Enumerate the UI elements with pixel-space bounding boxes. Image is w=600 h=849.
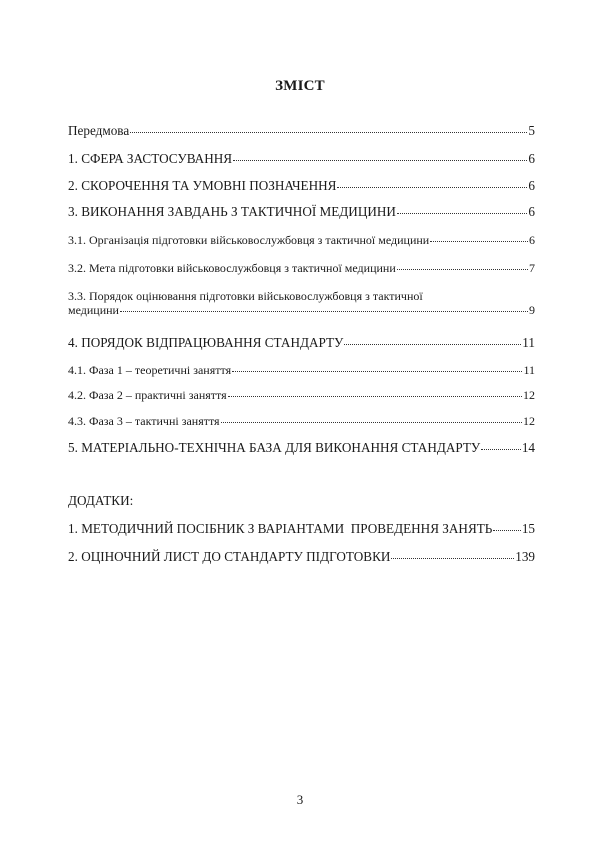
toc-entry-line-2 (68, 303, 535, 317)
toc-entry-page: 139 (515, 549, 535, 564)
toc-entry-label: Передмова (68, 123, 130, 138)
toc-entry-label: 3.1. Організація підготовки військовослужбовця з тактичної медицини (68, 233, 430, 247)
toc-leader-dots (130, 132, 527, 133)
toc-entry-page: 12 (523, 388, 535, 402)
toc-entry-label: 4. ПОРЯДОК ВІДПРАЦЮВАННЯ СТАНДАРТУ (68, 335, 344, 350)
toc-entry-section-3-1 (68, 233, 535, 247)
toc-entry-section-5 (68, 441, 535, 455)
toc-leader-dots (493, 530, 520, 531)
toc-entry-page: 6 (528, 151, 535, 166)
toc-entry-page: 5 (528, 123, 535, 138)
toc-entry-section-4-2 (68, 388, 535, 402)
toc-entry-section-3-3 (68, 289, 535, 317)
toc-entry-foreword (68, 124, 535, 138)
toc-entry-section-3-2 (68, 261, 535, 275)
toc-entry-page: 9 (529, 303, 535, 317)
toc-entry-section-1 (68, 152, 535, 166)
toc-leader-dots (232, 371, 522, 372)
toc-entry-section-3 (68, 205, 535, 219)
toc-leader-dots (481, 449, 521, 450)
toc-entry-label: 1. МЕТОДИЧНИЙ ПОСІБНИК З ВАРІАНТАМИ ПРОВЕДЕННЯ ЗАНЯТЬ (68, 521, 493, 536)
toc-entry-label: 1. СФЕРА ЗАСТОСУВАННЯ (68, 151, 233, 166)
toc-entry-page: 6 (528, 204, 535, 219)
toc-entry-page: 11 (523, 363, 535, 377)
toc-leader-dots (337, 187, 527, 188)
toc-leader-dots (221, 422, 522, 423)
toc-entry-section-4-1 (68, 363, 535, 377)
toc-entry-label-line-2: медицини (68, 303, 119, 317)
toc-entry-page: 7 (529, 261, 535, 275)
toc-entry-appendix-1 (68, 522, 535, 536)
toc-entry-page: 14 (521, 440, 535, 455)
toc-entry-page: 6 (528, 178, 535, 193)
toc-leader-dots (397, 213, 527, 214)
toc-leader-dots (391, 558, 514, 559)
toc-entry-section-4-3 (68, 414, 535, 428)
toc-leader-dots (430, 241, 528, 242)
toc-entry-label: 2. ОЦІНОЧНИЙ ЛИСТ ДО СТАНДАРТУ ПІДГОТОВКИ (68, 549, 391, 564)
toc-leader-dots (397, 269, 528, 270)
toc-leader-dots (344, 344, 521, 345)
page-number: 3 (296, 792, 304, 807)
toc-entry-label: 3.2. Мета підготовки військовослужбовця з тактичної медицини (68, 261, 396, 275)
toc-leader-dots (120, 311, 528, 312)
toc-entry-page: 12 (523, 414, 535, 428)
toc-leader-dots (233, 160, 527, 161)
toc-entry-section-2 (68, 179, 535, 193)
toc-entry-page: 11 (522, 335, 535, 350)
toc-entry-label: 4.1. Фаза 1 – теоретичні заняття (68, 363, 232, 377)
toc-entry-section-4 (68, 336, 535, 350)
toc-entry-label: 3. ВИКОНАННЯ ЗАВДАНЬ З ТАКТИЧНОЇ МЕДИЦИНИ (68, 204, 396, 219)
toc-entry-label: 4.2. Фаза 2 – практичні заняття (68, 388, 227, 402)
toc-entry-appendix-2 (68, 550, 535, 564)
page-title: ЗМІСТ (275, 78, 325, 94)
toc-entry-label-line-1: 3.3. Порядок оцінювання підготовки військовослужбовця з тактичної (68, 289, 423, 303)
toc-entry-label: 2. СКОРОЧЕННЯ ТА УМОВНІ ПОЗНАЧЕННЯ (68, 178, 337, 193)
toc-entry-page: 15 (521, 521, 535, 536)
toc-entry-label: 5. МАТЕРІАЛЬНО-ТЕХНІЧНА БАЗА ДЛЯ ВИКОНАННЯ СТАНДАРТУ (68, 440, 481, 455)
toc-leader-dots (228, 396, 522, 397)
toc-entry-label: 4.3. Фаза 3 – тактичні заняття (68, 414, 220, 428)
toc-entry-page: 6 (529, 233, 535, 247)
appendices-heading: ДОДАТКИ: (68, 493, 134, 508)
